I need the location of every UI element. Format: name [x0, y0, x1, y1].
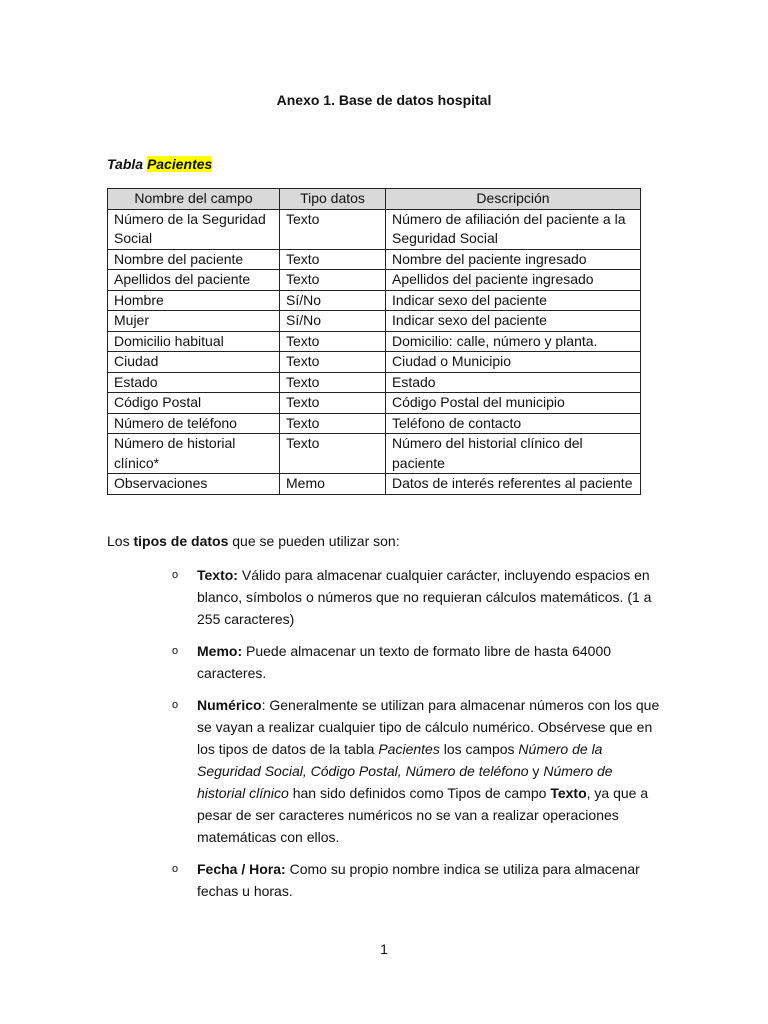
cell-data-type: Texto — [280, 352, 386, 373]
table-row — [108, 331, 641, 352]
body-text: han sido definidos como Tipos de campo — [288, 785, 551, 801]
cell-field-name: Mujer — [108, 311, 280, 332]
table-row — [108, 352, 641, 373]
body-text: Como su propio nombre indica se utiliza para almacenar fechas u horas. — [197, 861, 640, 899]
table-row — [108, 434, 641, 474]
table-row — [108, 311, 641, 332]
cell-description: Indicar sexo del paciente — [386, 290, 641, 311]
italic-text: Pacientes — [378, 741, 440, 757]
bullet-icon: o — [172, 569, 179, 581]
body-text: , ya que a pesar de ser caracteres numéricos no se van a realizar operaciones matemáticas con ellos. — [197, 785, 649, 845]
bold-text: Texto: — [197, 567, 238, 583]
data-type-item — [172, 564, 662, 630]
cell-data-type: Sí/No — [280, 311, 386, 332]
cell-data-type: Texto — [280, 413, 386, 434]
cell-description: Domicilio: calle, número y planta. — [386, 331, 641, 352]
table-header-row — [108, 189, 641, 210]
intro-after: que se pueden utilizar son: — [228, 533, 400, 549]
italic-text: Número de historial clínico — [197, 763, 613, 801]
cell-data-type: Texto — [280, 372, 386, 393]
bullet-icon: o — [172, 699, 179, 711]
table-body — [108, 209, 641, 494]
cell-data-type: Texto — [280, 434, 386, 474]
table-row — [108, 372, 641, 393]
intro-bold: tipos de datos — [133, 533, 229, 549]
table-row — [108, 393, 641, 414]
cell-data-type: Texto — [280, 393, 386, 414]
bold-text: Texto — [550, 785, 587, 801]
data-type-item — [172, 858, 662, 902]
cell-description: Ciudad o Municipio — [386, 352, 641, 373]
cell-field-name: Nombre del paciente — [108, 249, 280, 270]
table-row — [108, 249, 641, 270]
bold-text: Numérico — [197, 697, 262, 713]
intro-before: Los — [107, 533, 134, 549]
cell-description: Indicar sexo del paciente — [386, 311, 641, 332]
cell-field-name: Ciudad — [108, 352, 280, 373]
column-header-description: Descripción — [386, 189, 641, 210]
cell-field-name: Observaciones — [108, 474, 280, 495]
table-row — [108, 270, 641, 291]
cell-field-name: Código Postal — [108, 393, 280, 414]
bold-text: Memo: — [197, 643, 243, 659]
cell-field-name: Domicilio habitual — [108, 331, 280, 352]
cell-data-type: Sí/No — [280, 290, 386, 311]
cell-description: Teléfono de contacto — [386, 413, 641, 434]
cell-field-name: Número de teléfono — [108, 413, 280, 434]
bullet-icon: o — [172, 645, 179, 657]
body-text: los campos — [439, 741, 519, 757]
body-text: : Generalmente se utilizan para almacenar números con los que se vayan a realizar cualquier tipo de cálculo numérico. Obsérvese que en los tipos de datos de la tabla — [197, 697, 660, 757]
data-types-intro — [107, 533, 400, 549]
table-heading-prefix: Tabla — [107, 156, 144, 172]
cell-field-name: Apellidos del paciente — [108, 270, 280, 291]
cell-description: Número de afiliación del paciente a la Seguridad Social — [386, 209, 641, 249]
table-heading — [107, 156, 212, 172]
cell-field-name: Hombre — [108, 290, 280, 311]
page-number: 1 — [380, 941, 388, 957]
data-types-list — [172, 564, 662, 912]
cell-description: Estado — [386, 372, 641, 393]
cell-data-type: Texto — [280, 331, 386, 352]
cell-data-type: Texto — [280, 249, 386, 270]
bold-text: Fecha / Hora: — [197, 861, 286, 877]
cell-description: Código Postal del municipio — [386, 393, 641, 414]
body-text: Válido para almacenar cualquier carácter, incluyendo espacios en blanco, símbolos o números que no requieran cálculos matemáticos. (1 a 255 caracteres) — [197, 567, 652, 627]
cell-data-type: Texto — [280, 209, 386, 249]
table-row — [108, 413, 641, 434]
cell-description: Apellidos del paciente ingresado — [386, 270, 641, 291]
cell-data-type: Texto — [280, 270, 386, 291]
data-type-item — [172, 640, 662, 684]
column-header-field-name: Nombre del campo — [108, 189, 280, 210]
table-row — [108, 209, 641, 249]
cell-description: Número del historial clínico del paciente — [386, 434, 641, 474]
fields-table — [107, 188, 641, 495]
cell-field-name: Número de la Seguridad Social — [108, 209, 280, 249]
data-type-item — [172, 694, 662, 848]
body-text: Puede almacenar un texto de formato libre de hasta 64000 caracteres. — [197, 643, 612, 681]
document-title: Anexo 1. Base de datos hospital — [276, 92, 492, 108]
bullet-icon: o — [172, 863, 179, 875]
body-text: y — [528, 763, 544, 779]
cell-data-type: Memo — [280, 474, 386, 495]
italic-text: Número de la Seguridad Social, Código Postal, Número de teléfono — [197, 741, 603, 779]
cell-field-name: Estado — [108, 372, 280, 393]
table-row — [108, 290, 641, 311]
column-header-data-type: Tipo datos — [280, 189, 386, 210]
cell-description: Nombre del paciente ingresado — [386, 249, 641, 270]
table-row — [108, 474, 641, 495]
table-heading-name: Pacientes — [146, 156, 213, 172]
cell-description: Datos de interés referentes al paciente — [386, 474, 641, 495]
cell-field-name: Número de historial clínico* — [108, 434, 280, 474]
